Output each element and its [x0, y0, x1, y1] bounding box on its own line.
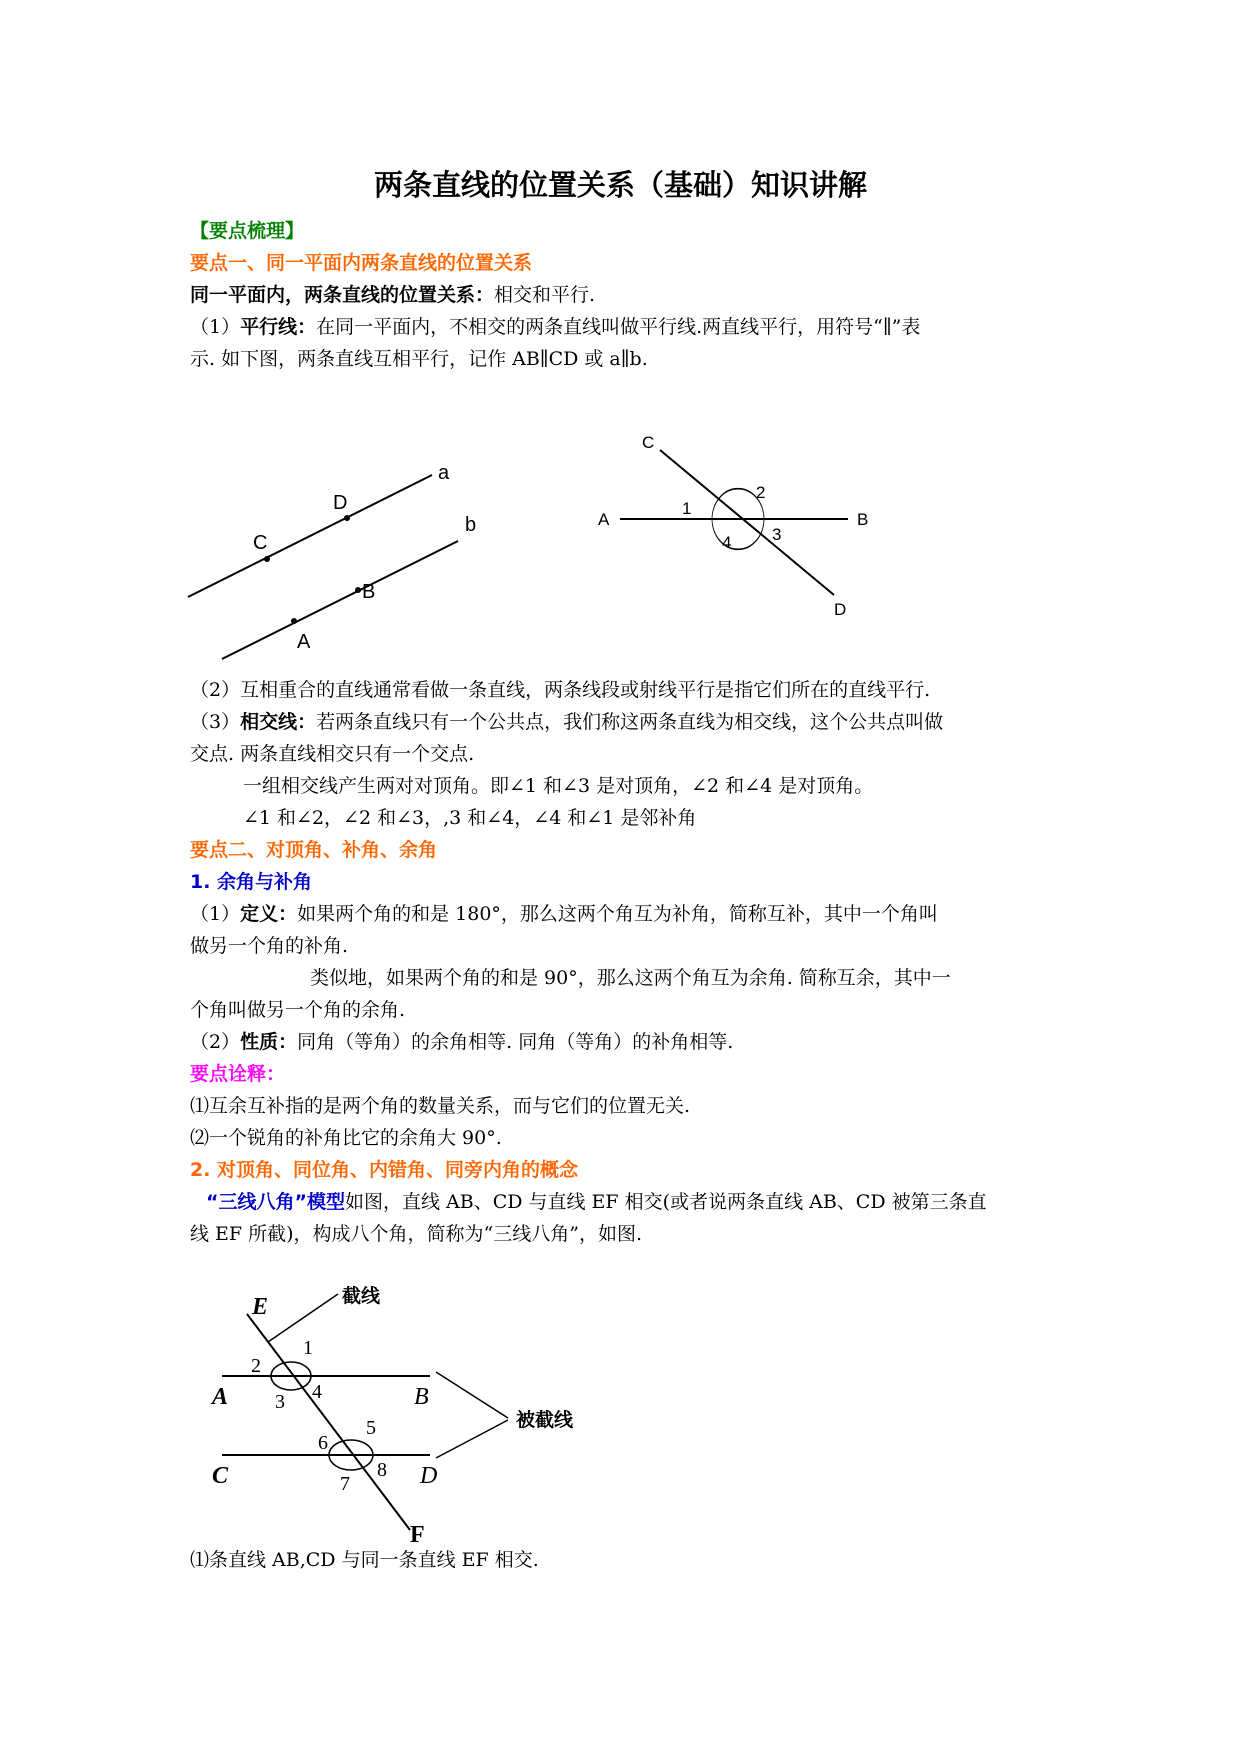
line-CD [660, 450, 834, 595]
model-bold: “三线八角”模型 [206, 1191, 345, 1213]
vertical-angles-note: 一组相交线产生两对对顶角。即∠1 和∠3 是对顶角，∠2 和∠4 是对顶角。 [243, 775, 874, 797]
item1-line1 [190, 312, 1066, 342]
definition-line3: 类似地，如果两个角的和是 90°，那么这两个角互为余角. 简称互余，其中一 [310, 967, 951, 989]
label-F: F [410, 1522, 425, 1548]
last-line: ⑴条直线 AB,CD 与同一条直线 EF 相交. [190, 1549, 539, 1571]
point-B [355, 587, 361, 593]
label-D: D [420, 1463, 438, 1489]
adjacent-angles-note: ∠1 和∠2，∠2 和∠3，,3 和∠4，∠4 和∠1 是邻补角 [243, 807, 697, 829]
item3-line1 [190, 707, 1066, 737]
sub-heading-2: 2. 对顶角、同位角、内错角、同旁内角的概念 [190, 1159, 579, 1181]
line-EF [247, 1314, 410, 1530]
angle-1: 1 [303, 1337, 313, 1359]
label-A: A [212, 1384, 229, 1410]
angle-2: 2 [756, 483, 766, 502]
sub-heading-1: 1. 余角与补角 [190, 871, 313, 893]
angle-2: 2 [251, 1355, 261, 1377]
model-text: 如图，直线 AB、CD 与直线 EF 相交(或者说两条直线 AB、CD 被第三条直 [344, 1191, 987, 1213]
transversal-pointer [268, 1294, 338, 1342]
note-1: ⑴互余互补指的是两个角的数量关系，而与它们的位置无关. [190, 1095, 691, 1117]
item1-line2: 示. 如下图，两条直线互相平行，记作 AB∥CD 或 a∥b. [190, 348, 648, 370]
figure-intersecting-lines [590, 430, 870, 620]
point1-heading: 要点一、同一平面内两条直线的位置关系 [190, 252, 533, 274]
prop-prefix: （2） [190, 1031, 241, 1053]
line-a [188, 475, 432, 597]
item1-prefix: （1） [190, 316, 241, 338]
item3-line2: 交点. 两条直线相交只有一个交点. [190, 743, 475, 765]
def-prefix: （1） [190, 903, 241, 925]
prop-bold: 性质： [240, 1031, 298, 1053]
def-bold: 定义： [240, 903, 298, 925]
model-line2: 线 EF 所截)，构成八个角，简称为“三线八角”，如图. [190, 1223, 643, 1245]
label-b: b [465, 514, 477, 536]
label-a: a [438, 462, 450, 484]
transversal-label: 截线 [342, 1286, 381, 1307]
line-b [222, 541, 458, 659]
note-2: ⑵一个锐角的补角比它的余角大 90°. [190, 1127, 502, 1149]
point-D [344, 515, 350, 521]
item1-bold: 平行线： [240, 316, 317, 338]
prop-text: 同角（等角）的余角相等. 同角（等角）的补角相等. [297, 1031, 734, 1053]
page-title: 两条直线的位置关系（基础）知识讲解 [373, 168, 867, 202]
point2-heading: 要点二、对顶角、补角、余角 [190, 839, 438, 861]
figure-three-lines-eight-angles [200, 1280, 600, 1548]
label-A: A [598, 510, 610, 529]
cut-line-pointer-bottom [436, 1420, 508, 1458]
item3-text: 若两条直线只有一个公共点，我们称这两条直线为相交线，这个公共点叫做 [316, 711, 944, 733]
item1-text: 在同一平面内，不相交的两条直线叫做平行线.两直线平行，用符号“∥”表 [316, 316, 921, 338]
angle-6: 6 [318, 1432, 328, 1454]
angle-5: 5 [366, 1417, 376, 1439]
section-header: 【要点梳理】 [190, 220, 305, 242]
intro-bold: 同一平面内，两条直线的位置关系： [190, 284, 495, 306]
angle-8: 8 [377, 1459, 387, 1481]
label-E: E [252, 1294, 269, 1320]
label-A: A [297, 631, 311, 653]
label-B: B [414, 1384, 429, 1410]
item3-prefix: （3） [190, 711, 241, 733]
point-A [291, 618, 297, 624]
label-B: B [857, 510, 869, 529]
point-C [264, 556, 270, 562]
angle-4: 4 [312, 1381, 322, 1403]
angle-4: 4 [722, 533, 732, 552]
point1-intro [190, 280, 1066, 310]
note-heading: 要点诠释： [190, 1063, 286, 1085]
angle-3: 3 [772, 525, 782, 544]
label-C: C [212, 1463, 229, 1489]
property-line [190, 1027, 1066, 1057]
cut-line-pointer-top [436, 1372, 508, 1418]
label-C: C [642, 433, 655, 452]
model-line1 [206, 1187, 1082, 1217]
label-B: B [362, 581, 376, 603]
angle-1: 1 [682, 499, 692, 518]
intro-rest: 相交和平行. [494, 284, 596, 306]
def-text: 如果两个角的和是 180°，那么这两个角互为补角，简称互补，其中一个角叫 [297, 903, 938, 925]
angle-3: 3 [275, 1391, 285, 1413]
definition-line1 [190, 899, 1066, 929]
label-C: C [253, 532, 268, 554]
definition-line4: 个角叫做另一个角的余角. [190, 999, 406, 1021]
label-D: D [834, 600, 847, 619]
label-D: D [333, 492, 348, 514]
item3-bold: 相交线： [240, 711, 317, 733]
angle-7: 7 [340, 1473, 350, 1495]
definition-line2: 做另一个角的补角. [190, 935, 349, 957]
figure-parallel-lines [180, 455, 500, 670]
item2: （2）互相重合的直线通常看做一条直线，两条线段或射线平行是指它们所在的直线平行. [190, 679, 931, 701]
cut-lines-label: 被截线 [516, 1410, 574, 1431]
